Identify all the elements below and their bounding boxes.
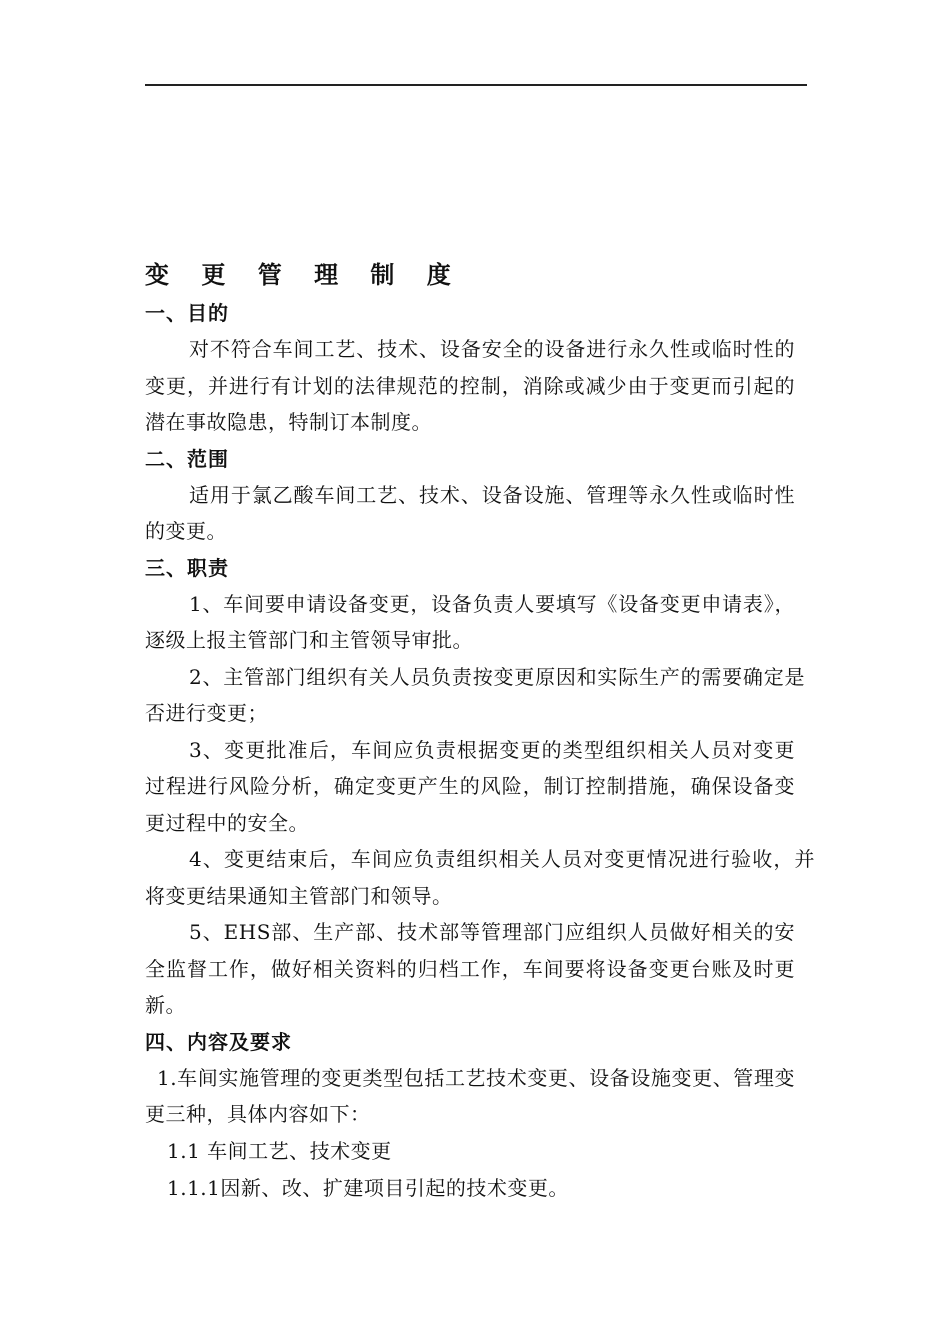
section-paragraph: 5、EHS部、生产部、技术部等管理部门应组织人员做好相关的安全监督工作，做好相关资料的归档工作，车间要将设备变更台账及时更新。 — [145, 920, 795, 1017]
section-content-requirements — [145, 1024, 815, 1207]
section-paragraph: 1.车间实施管理的变更类型包括工艺技术变更、设备设施变更、管理变更三种，具体内容如下： — [145, 1065, 795, 1126]
section-paragraph: 4、变更结束后，车间应负责组织相关人员对变更情况进行验收，并将变更结果通知主管部门和领导。 — [145, 847, 815, 908]
subsection-item: 1.1.1因新、改、扩建项目引起的技术变更。 — [167, 1175, 569, 1200]
section-heading: 一、目的 — [145, 301, 229, 325]
document-body — [145, 255, 815, 1207]
section-paragraph: 适用于氯乙酸车间工艺、技术、设备设施、管理等永久性或临时性的变更。 — [145, 482, 795, 543]
document-title: 变 更 管 理 制 度 — [145, 261, 463, 289]
header-rule — [145, 84, 807, 86]
section-paragraph: 对不符合车间工艺、技术、设备安全的设备进行永久性或临时性的变更，并进行有计划的法律规范的控制，消除或减少由于变更而引起的潜在事故隐患，特制订本制度。 — [145, 337, 795, 434]
section-paragraph: 1、车间要申请设备变更，设备负责人要填写《设备变更申请表》，逐级上报主管部门和主管领导审批。 — [145, 591, 795, 652]
section-heading: 二、范围 — [145, 446, 229, 471]
section-heading: 四、内容及要求 — [145, 1029, 292, 1054]
section-scope — [145, 441, 815, 550]
section-responsibilities — [145, 550, 815, 1024]
section-paragraph: 3、变更批准后，车间应负责根据变更的类型组织相关人员对变更过程进行风险分析，确定变更产生的风险，制订控制措施，确保设备变更过程中的安全。 — [145, 737, 795, 835]
section-paragraph: 2、主管部门组织有关人员负责按变更原因和实际生产的需要确定是否进行变更； — [145, 664, 805, 725]
section-purpose — [145, 295, 815, 441]
subsection-item: 1.1 车间工艺、技术变更 — [167, 1138, 392, 1163]
section-heading: 三、职责 — [145, 555, 229, 580]
